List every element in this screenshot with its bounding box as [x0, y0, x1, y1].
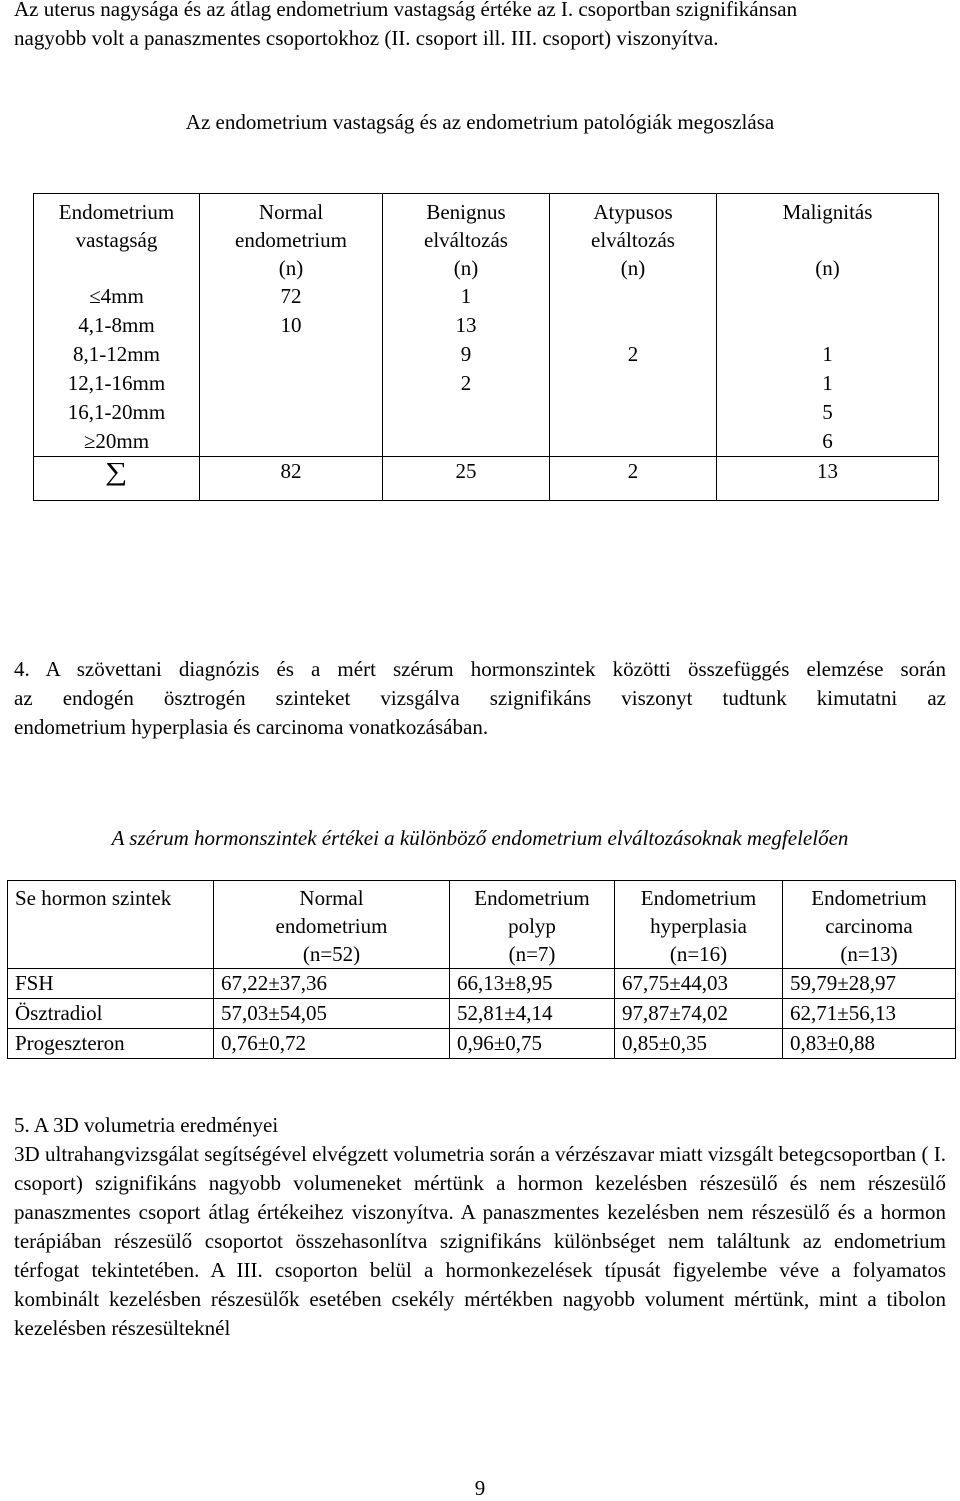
section4-line-3: endometrium hyperplasia és carcinoma vonatkozásában.	[14, 715, 489, 739]
table-cell	[550, 369, 717, 398]
table-cell	[550, 282, 717, 311]
intro-line-1: Az uterus nagysága és az átlag endometrium vastagság értéke az I. csoportban szignifikánsan	[14, 0, 798, 21]
section4-line-1: 4. A szövettani diagnózis és a mért szérum hormonszintek közötti összefüggés elemzése során	[14, 657, 946, 681]
table-cell: 72	[200, 282, 383, 311]
table-cell	[200, 369, 383, 398]
table-cell: 0,85±0,35	[615, 1029, 783, 1059]
table1-header-thickness: Endometrium vastagság	[34, 194, 200, 283]
table-cell	[383, 398, 550, 427]
table-cell: ≥20mm	[34, 427, 200, 457]
table-cell	[200, 427, 383, 457]
page-number: 9	[474, 1476, 486, 1500]
table-row	[34, 398, 939, 427]
table2-header-hyperplasia: Endometrium hyperplasia (n=16)	[615, 881, 783, 969]
table-cell: 9	[383, 340, 550, 369]
section5-text: 3D ultrahangvizsgálat segítségével elvégzett volumetria során a vérzészavar miatt vizsgált betegcsoportban ( I. csoport) szignifikáns nagyobb volumeneket mértünk a hormon kezelésben részesülő és nem részesülő panaszmentes csoport átlag értékeihez viszonyítva. A panaszmentes kezelésben nem részesülő és a hormon terápiában részesülő csoportot összehasonlítva szignifikáns különbséget nem találtunk az endometrium térfogat tekintetében. A III. csoporton belül a hormonkezelések típusát figyelembe véve a folyamatos kombinált kezelésben részesülők esetében csekély mértékben nagyobb volument mértünk, mint a tibolon kezelésben részesülteknél	[14, 1142, 946, 1340]
table2-header-normal: Normal endometrium (n=52)	[214, 881, 450, 969]
table-cell: Progeszteron	[8, 1029, 214, 1059]
table-cell: Ösztradiol	[8, 999, 214, 1029]
table-cell: 6	[717, 427, 939, 457]
section5	[14, 1111, 946, 1343]
table-cell: 12,1-16mm	[34, 369, 200, 398]
table1-sum-row	[34, 457, 939, 501]
table1-header-atypical: Atypusos elváltozás (n)	[550, 194, 717, 283]
table-cell: 82	[200, 457, 383, 501]
table-cell: 67,75±44,03	[615, 969, 783, 999]
table-cell	[717, 311, 939, 340]
table-cell	[200, 340, 383, 369]
table-cell: 25	[383, 457, 550, 501]
section4-line-2: az endogén ösztrogén szinteket vizsgálva szignifikáns viszonyt tudtunk kimutatni az	[14, 686, 946, 710]
table-cell: 1	[383, 282, 550, 311]
table-row	[34, 282, 939, 311]
sum-icon: ∑	[105, 457, 128, 486]
table-cell: 59,79±28,97	[783, 969, 956, 999]
table-cell: 66,13±8,95	[450, 969, 615, 999]
table-row	[34, 311, 939, 340]
table-cell: 97,87±74,02	[615, 999, 783, 1029]
table1-header-normal: Normal endometrium (n)	[200, 194, 383, 283]
table-cell: 62,71±56,13	[783, 999, 956, 1029]
table-cell: 2	[550, 340, 717, 369]
table-row	[8, 999, 956, 1029]
table-cell: 57,03±54,05	[214, 999, 450, 1029]
section5-title: 5. A 3D volumetria eredményei	[14, 1113, 279, 1137]
table-cell: ≤4mm	[34, 282, 200, 311]
table1-header-row	[34, 194, 939, 283]
table-cell: 13	[717, 457, 939, 501]
table-cell: 0,83±0,88	[783, 1029, 956, 1059]
table-cell: 8,1-12mm	[34, 340, 200, 369]
table-cell: 16,1-20mm	[34, 398, 200, 427]
table-cell: 2	[383, 369, 550, 398]
table-cell	[200, 398, 383, 427]
table2-header-carcinoma: Endometrium carcinoma (n=13)	[783, 881, 956, 969]
table-cell	[550, 398, 717, 427]
table-cell: 67,22±37,36	[214, 969, 450, 999]
table-cell: FSH	[8, 969, 214, 999]
table2-header-hormone: Se hormon szintek	[8, 881, 214, 969]
table-cell: 13	[383, 311, 550, 340]
table2-header-polyp: Endometrium polyp (n=7)	[450, 881, 615, 969]
table-cell	[550, 427, 717, 457]
table-cell: 2	[550, 457, 717, 501]
table-cell	[34, 457, 200, 501]
table-cell: 5	[717, 398, 939, 427]
section4-paragraph	[14, 655, 946, 742]
table-cell: 4,1-8mm	[34, 311, 200, 340]
table-cell: 52,81±4,14	[450, 999, 615, 1029]
table-cell: 1	[717, 340, 939, 369]
table1-header-malignancy: Malignitás (n)	[717, 194, 939, 283]
intro-paragraph	[14, 0, 946, 53]
hormone-levels-table	[7, 880, 956, 1059]
table1-header-benign: Benignus elváltozás (n)	[383, 194, 550, 283]
table-cell	[717, 282, 939, 311]
table-row	[34, 340, 939, 369]
table-cell: 10	[200, 311, 383, 340]
table-cell: 0,96±0,75	[450, 1029, 615, 1059]
table-row	[34, 427, 939, 457]
table-cell: 1	[717, 369, 939, 398]
table-row	[34, 369, 939, 398]
table-cell: 0,76±0,72	[214, 1029, 450, 1059]
table-row	[8, 969, 956, 999]
table2-caption: A szérum hormonszintek értékei a különböző endometrium elváltozásoknak megfelelően	[111, 826, 849, 850]
endometrium-thickness-table	[33, 193, 939, 501]
table-cell	[550, 311, 717, 340]
table1-caption: Az endometrium vastagság és az endometrium patológiák megoszlása	[185, 110, 775, 134]
table-row	[8, 1029, 956, 1059]
table2-header-row	[8, 881, 956, 969]
intro-line-2: nagyobb volt a panaszmentes csoportokhoz (II. csoport ill. III. csoport) viszonyítva.	[14, 26, 719, 50]
table-cell	[383, 427, 550, 457]
